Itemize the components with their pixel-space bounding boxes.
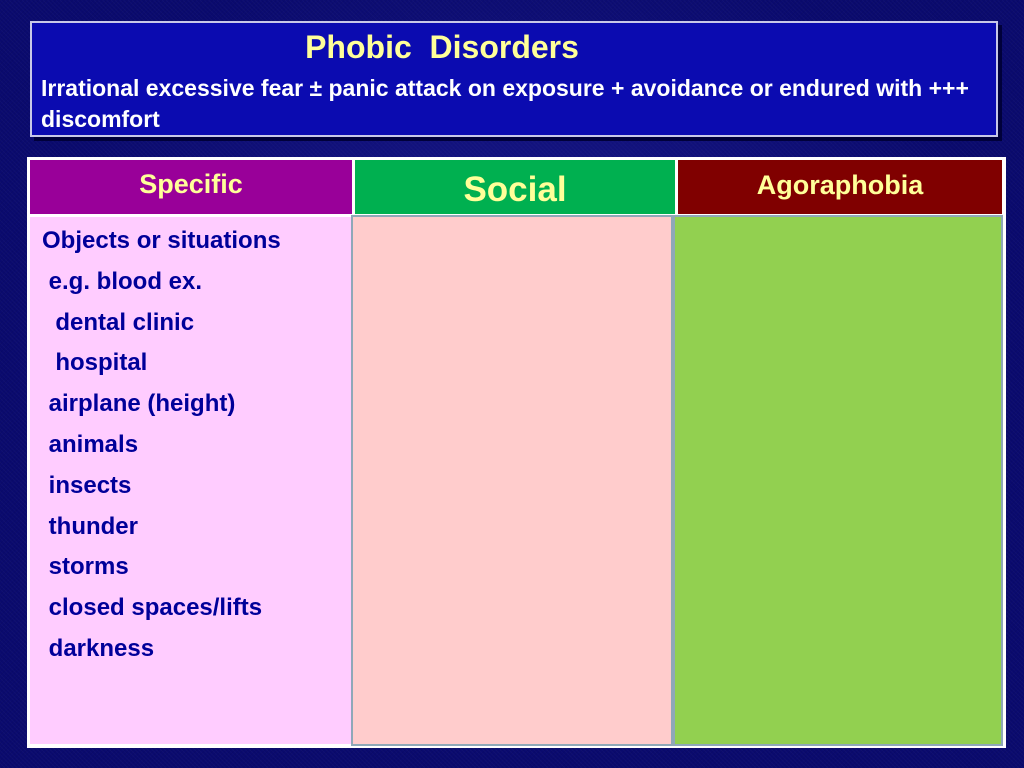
list-item: storms [42, 553, 129, 581]
title-panel [30, 21, 998, 137]
specific-list [42, 226, 281, 675]
list-item: darkness [42, 634, 155, 662]
list-item: dental clinic [42, 308, 195, 336]
specific-column-body [30, 217, 352, 744]
list-item: closed spaces/lifts [42, 594, 263, 622]
header-specific: Specific [30, 160, 352, 214]
header-agoraphobia: Agoraphobia [678, 160, 1002, 214]
list-item: hospital [42, 349, 148, 377]
agoraphobia-column-body [673, 215, 1003, 746]
slide-title: Phobic Disorders [305, 29, 579, 65]
header-social: Social [355, 160, 675, 214]
phobia-table [27, 157, 1006, 748]
slide-subtitle: Irrational excessive fear ± panic attack on exposure + avoidance or endured with +++ discomfort [41, 75, 969, 132]
list-item: Objects or situations [42, 227, 281, 254]
list-item: e.g. blood ex. [42, 267, 203, 295]
list-item: airplane (height) [42, 390, 236, 418]
list-item: thunder [42, 512, 138, 540]
list-item: animals [42, 430, 139, 458]
social-column-body [351, 215, 673, 746]
list-item: insects [42, 471, 132, 499]
